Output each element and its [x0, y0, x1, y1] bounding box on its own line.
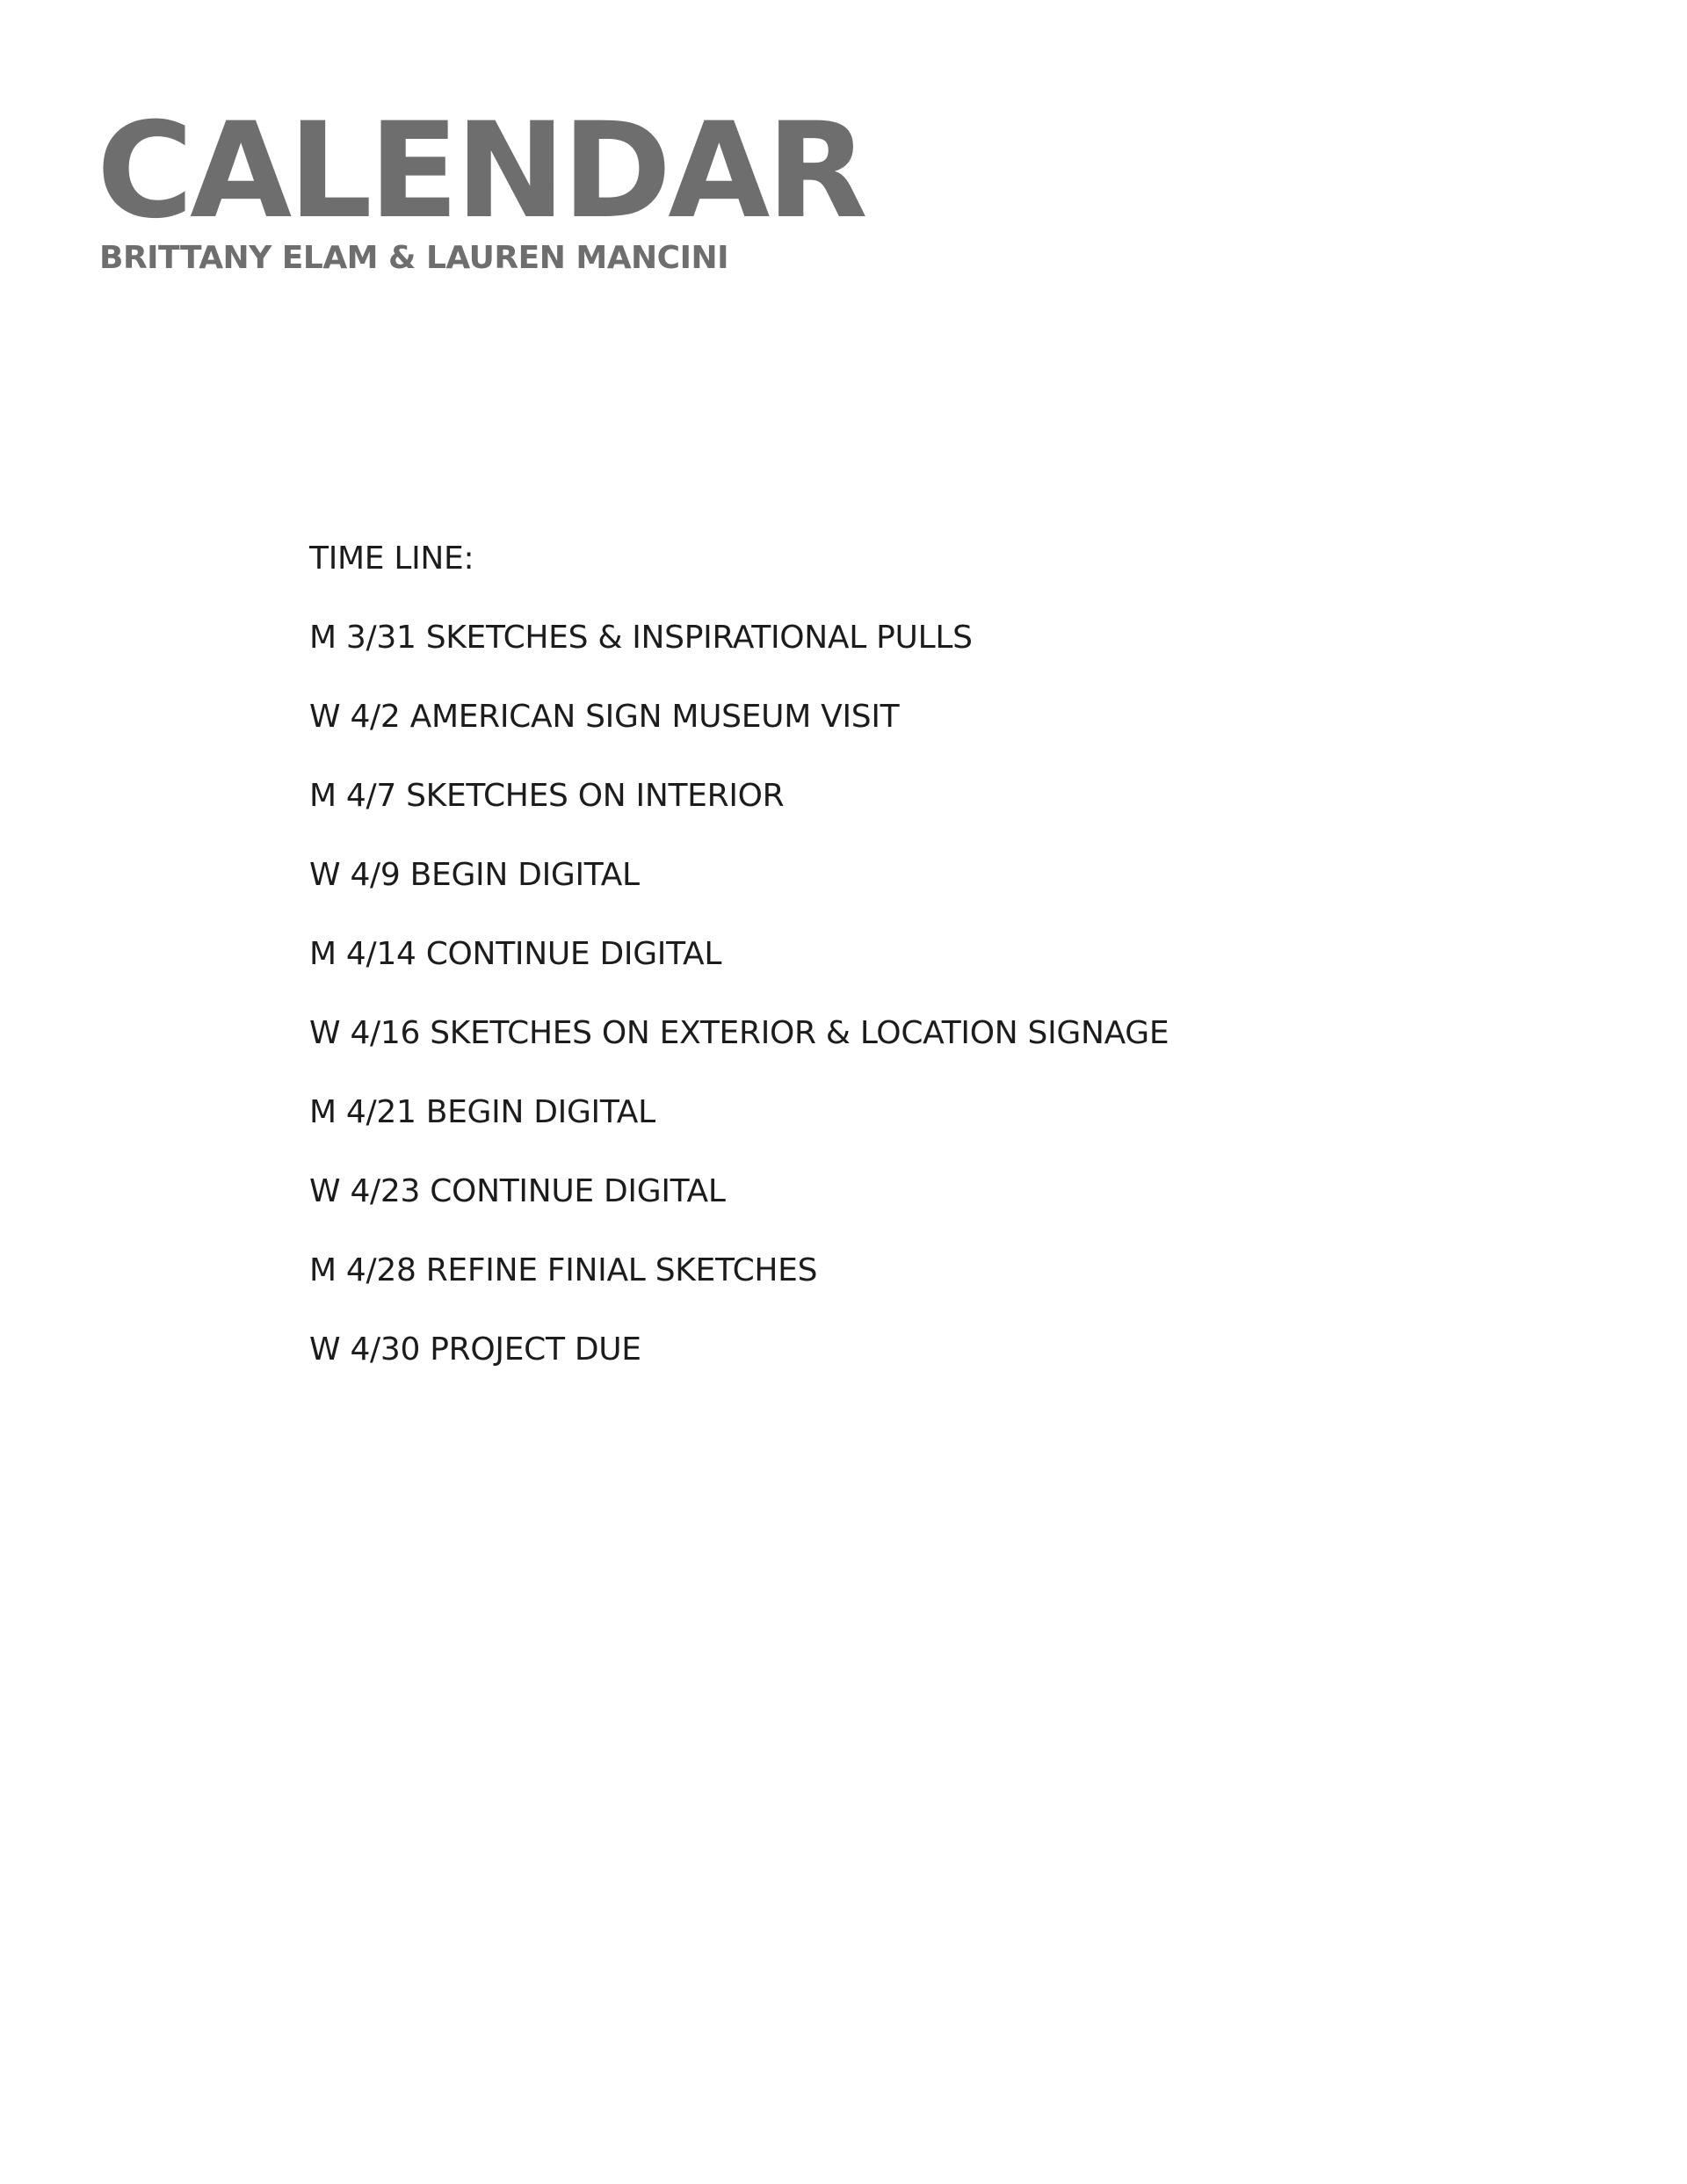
authors-subtitle: BRITTANY ELAM & LAUREN MANCINI — [99, 240, 729, 276]
page-title: CALENDAR — [97, 95, 865, 248]
timeline-item: W 4/16 SKETCHES ON EXTERIOR & LOCATION SIGNAGE — [309, 1015, 1169, 1051]
timeline-item: W 4/9 BEGIN DIGITAL — [309, 857, 640, 893]
timeline-item: W 4/23 CONTINUE DIGITAL — [309, 1173, 726, 1209]
timeline-item: W 4/30 PROJECT DUE — [309, 1331, 641, 1368]
timeline-item: M 4/28 REFINE FINIAL SKETCHES — [309, 1252, 818, 1288]
timeline-item: W 4/2 AMERICAN SIGN MUSEUM VISIT — [309, 699, 900, 735]
timeline-heading: TIME LINE: — [309, 541, 474, 577]
timeline-item: M 4/14 CONTINUE DIGITAL — [309, 936, 722, 972]
timeline-section — [309, 538, 1539, 1408]
timeline-item: M 4/21 BEGIN DIGITAL — [309, 1094, 655, 1130]
timeline-item: M 3/31 SKETCHES & INSPIRATIONAL PULLS — [309, 620, 973, 656]
timeline-list — [309, 617, 1539, 1408]
timeline-item: M 4/7 SKETCHES ON INTERIOR — [309, 778, 785, 814]
